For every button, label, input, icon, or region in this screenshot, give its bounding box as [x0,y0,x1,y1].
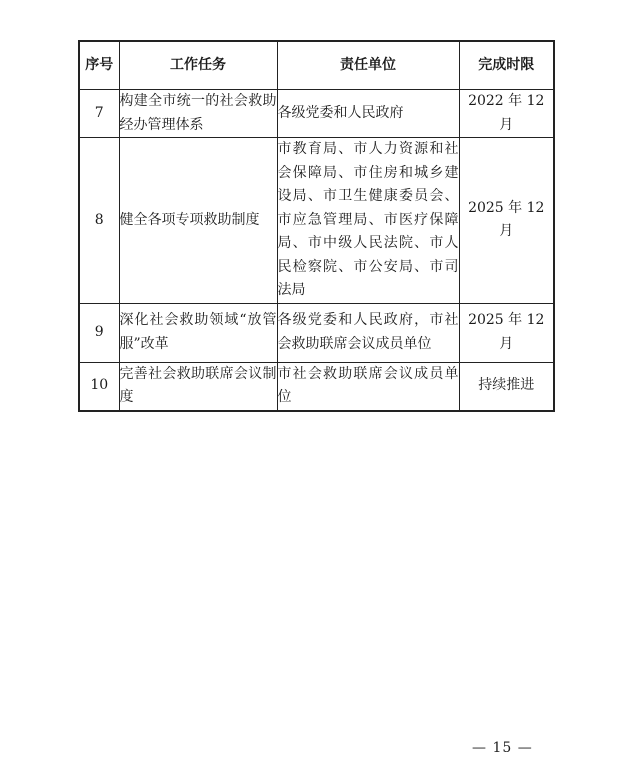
page-number: — 15 — [472,740,533,756]
row-number: 10 [79,362,119,411]
row-responsible-unit: 市教育局、市人力资源和社会保障局、市住房和城乡建设局、市卫生健康委员会、市应急管理局、市医疗保障局、市中级人民法院、市人民检察院、市公安局、市司法局 [277,138,459,304]
row-task: 健全各项专项救助制度 [119,138,277,304]
row-task: 深化社会救助领域“放管服”改革 [119,303,277,362]
row-deadline: 持续推进 [459,362,554,411]
row-responsible-unit: 各级党委和人民政府，市社会救助联席会议成员单位 [277,303,459,362]
row-task: 完善社会救助联席会议制度 [119,362,277,411]
row-number: 7 [79,90,119,138]
header-deadline: 完成时限 [459,41,554,90]
task-table [78,40,555,412]
table-row [79,138,554,304]
header-number: 序号 [79,41,119,90]
row-responsible-unit: 各级党委和人民政府 [277,90,459,138]
table-row [79,90,554,138]
table-row [79,303,554,362]
row-deadline: 2022 年 12 月 [459,90,554,138]
row-number: 9 [79,303,119,362]
row-number: 8 [79,138,119,304]
row-task: 构建全市统一的社会救助经办管理体系 [119,90,277,138]
header-task: 工作任务 [119,41,277,90]
table-header-row [79,41,554,90]
table-row [79,362,554,411]
row-deadline: 2025 年 12 月 [459,138,554,304]
header-responsible-unit: 责任单位 [277,41,459,90]
row-deadline: 2025 年 12 月 [459,303,554,362]
row-responsible-unit: 市社会救助联席会议成员单位 [277,362,459,411]
